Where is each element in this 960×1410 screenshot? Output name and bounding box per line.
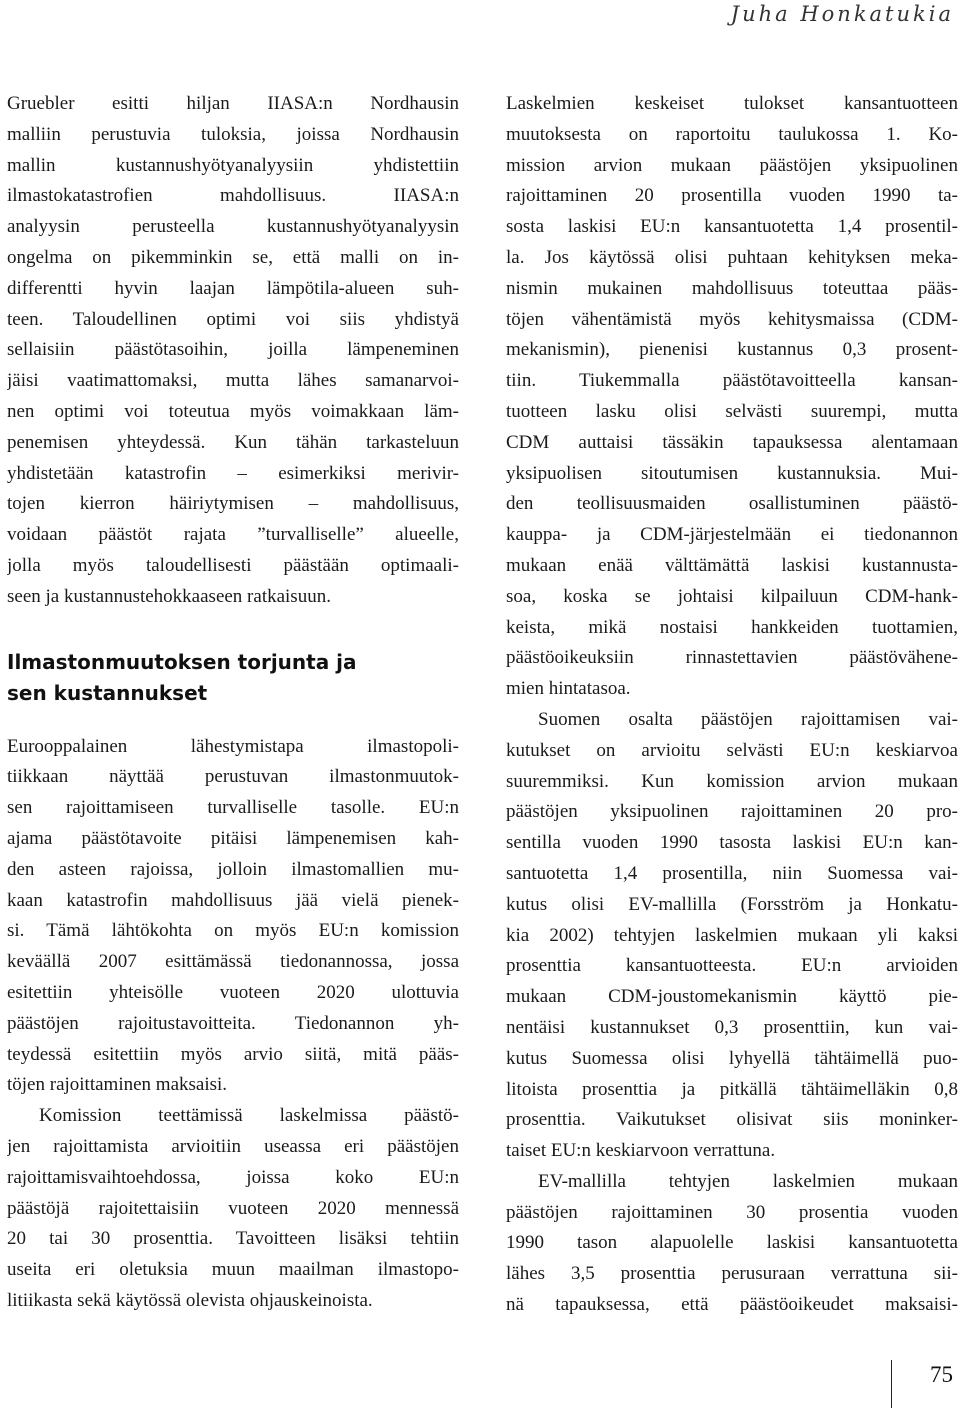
text-line: päästöjä rajoitettaisiin vuoteen 2020 mennessä — [7, 1197, 459, 1219]
text-line: Suomen osalta päästöjen rajoittamisen vai- — [538, 708, 958, 730]
paragraph — [7, 89, 459, 613]
text-line: töjen vähentämistä myös kehitysmaissa (CDM- — [506, 308, 958, 330]
text-line: analyysin perusteella kustannushyötyanalyysin — [7, 216, 459, 238]
text-line: töjen rajoittaminen maksaisi. — [7, 1074, 228, 1096]
text-line: sen rajoittamiseen turvalliselle tasolle. EU:n — [7, 797, 459, 819]
text-line: mukaan enää välttämättä laskisi kustannusta- — [506, 554, 958, 576]
text-line: sellaisiin päästötasoihin, joilla lämpeneminen — [7, 339, 459, 361]
text-line: den asteen rajoissa, jolloin ilmastomallien mu- — [7, 858, 459, 880]
text-line: useita eri oletuksia muun maailman ilmastopo- — [7, 1259, 459, 1281]
text-line: Laskelmien keskeiset tulokset kansantuotteen — [506, 93, 958, 114]
text-line: tiin. Tiukemmalla päästötavoitteella kansan- — [506, 370, 958, 392]
text-line: la. Jos käytössä olisi puhtaan kehityksen meka- — [506, 246, 958, 268]
text-line: CDM auttaisi tässäkin tapauksessa alentamaan — [506, 431, 958, 453]
text-line: prosenttia kansantuotteesta. EU:n arvioiden — [506, 955, 958, 977]
text-line: penemisen yhteydessä. Kun tähän tarkasteluun — [7, 431, 459, 453]
text-line: päästöjen yksipuolinen rajoittaminen 20 pro- — [506, 801, 958, 823]
heading-line: Ilmastonmuutoksen torjunta ja — [7, 649, 357, 674]
text-line: soa, koska se johtaisi kilpailuun CDM-hank- — [506, 585, 958, 607]
text-line: 1990 tason alapuolelle laskisi kansantuotetta — [506, 1232, 958, 1254]
text-line: ongelma on pikemminkin se, että malli on in- — [7, 246, 459, 268]
paragraph — [506, 89, 958, 705]
text-line: keista, mikä nostaisi hankkeiden tuottamien, — [506, 616, 958, 638]
text-line: kutus Suomessa olisi lyhyellä tähtäimellä puo- — [506, 1047, 958, 1069]
paragraph — [506, 705, 958, 1167]
text-line: tojen kierron häiriytymisen – mahdollisuus, — [7, 493, 459, 515]
text-line: litoista prosenttia ja pitkällä tähtäimelläkin 0,8 — [506, 1078, 958, 1100]
text-line: suuremmiksi. Kun komission arvion mukaan — [506, 770, 958, 792]
text-line: yksipuolisen sitoutumisen kustannuksia. Mui- — [506, 462, 958, 484]
text-line: Eurooppalainen lähestymistapa ilmastopoli- — [7, 735, 459, 757]
text-line: ilmastokatastrofien mahdollisuus. IIASA:n — [7, 185, 459, 207]
text-line: mien hintatasoa. — [506, 678, 631, 700]
text-line: esitettiin yhteisölle vuoteen 2020 ulottuvia — [7, 981, 459, 1003]
text-line: litiikasta sekä käytössä olevista ohjauskeinoista. — [7, 1289, 373, 1311]
text-line: si. Tämä lähtökohta on myös EU:n komission — [7, 920, 459, 942]
text-line: nismin mukainen mahdollisuus toteuttaa pääs- — [506, 277, 958, 299]
text-line: nä tapauksessa, että päästöoikeudet maksaisi- — [506, 1294, 958, 1316]
text-line: ajama päästötavoite pitäisi lämpenemisen kah- — [7, 827, 459, 849]
text-line: yhdistetään katastrofin – esimerkiksi merivir- — [7, 462, 459, 484]
text-line: sosta laskisi EU:n kansantuotetta 1,4 prosentil- — [506, 216, 958, 238]
text-line: kaan katastrofin mahdollisuus jää vielä pienek- — [7, 889, 459, 911]
page-number: 75 — [930, 1362, 953, 1387]
paragraph — [7, 1101, 459, 1317]
text-line: den teollisuusmaiden osallistuminen päästö- — [506, 493, 958, 515]
text-line: päästöjen rajoittaminen 30 prosentia vuoden — [506, 1201, 958, 1223]
left-column — [7, 89, 459, 1317]
text-line: teydessä esitettiin myös arvio siitä, mitä pääs- — [7, 1043, 459, 1065]
text-line: voidaan päästöt rajata ”turvalliselle” alueelle, — [7, 524, 459, 546]
text-line: Gruebler esitti hiljan IIASA:n Nordhausin — [7, 93, 459, 114]
text-line: taiset EU:n keskiarvoon verrattuna. — [506, 1140, 776, 1162]
text-line: EV-mallilla tehtyjen laskelmien mukaan — [538, 1170, 958, 1192]
text-line: keväällä 2007 esittämässä tiedonannossa, jossa — [7, 951, 459, 973]
text-line: jäisi vaatimattomaksi, mutta lähes samanarvoi- — [7, 370, 459, 392]
text-line: tuotteen lasku olisi selvästi suurempi, mutta — [506, 400, 958, 422]
page-number-rule — [891, 1360, 892, 1408]
text-line: rajoittamisvaihtoehdossa, joissa koko EU:n — [7, 1166, 459, 1188]
text-line: päästöoikeuksiin rinnastettavien päästövähene- — [506, 647, 958, 669]
text-line: mekanismin), pienenisi kustannus 0,3 prosent- — [506, 339, 958, 361]
text-line: sentilla vuoden 1990 tasosta laskisi EU:n kan- — [506, 832, 958, 854]
text-line: 20 tai 30 prosenttia. Tavoitteen lisäksi tehtiin — [7, 1228, 459, 1250]
text-line: nen optimi voi toteutua myös voimakkaan läm- — [7, 400, 459, 422]
text-line: teen. Taloudellinen optimi voi siis yhdistyä — [7, 308, 459, 330]
text-line: kauppa- ja CDM-järjestelmään ei tiedonannon — [506, 524, 958, 546]
text-line: kutus olisi EV-mallilla (Forsström ja Honkatu- — [506, 893, 958, 915]
text-line: Komission teettämissä laskelmissa päästö- — [39, 1105, 459, 1127]
text-line: rajoittaminen 20 prosentilla vuoden 1990 ta- — [506, 185, 958, 207]
text-line: differentti hyvin laajan lämpötila-alueen suh- — [7, 277, 459, 299]
text-line: santuotetta 1,4 prosentilla, niin Suomessa vai- — [506, 862, 958, 884]
text-line: jen rajoittamista arvioitiin useassa eri päästöjen — [7, 1135, 459, 1157]
text-line: nentäisi kustannukset 0,3 prosenttiin, kun vai- — [506, 1016, 958, 1038]
text-line: mission arvion mukaan päästöjen yksipuolinen — [506, 154, 958, 176]
text-line: mukaan CDM-joustomekanismin käyttö pie- — [506, 986, 958, 1008]
text-line: kutukset on arvioitu selvästi EU:n keskiarvoa — [506, 739, 958, 761]
text-line: malliin perustuvia tuloksia, joissa Nordhausin — [7, 123, 459, 145]
right-column — [506, 89, 958, 1321]
text-line: kia 2002) tehtyjen laskelmien mukaan yli kaksi — [506, 924, 958, 946]
text-line: muutoksesta on raportoitu taulukossa 1. Ko- — [506, 123, 958, 145]
text-line: seen ja kustannustehokkaaseen ratkaisuun. — [7, 585, 331, 607]
running-head: Juha Honkatukia — [730, 2, 954, 26]
heading-line: sen kustannukset — [7, 680, 208, 705]
text-line: mallin kustannushyötyanalyysiin yhdistettiin — [7, 154, 459, 176]
text-line: päästöjen rajoitustavoitteita. Tiedonannon yh- — [7, 1012, 459, 1034]
text-line: jolla myös taloudellisesti päästään optimaali- — [7, 554, 459, 576]
text-line: tiikkaan näyttää perustuvan ilmastonmuutok- — [7, 766, 459, 788]
text-line: lähes 3,5 prosenttia perusuraan verrattuna sii- — [506, 1263, 958, 1285]
paragraph — [7, 732, 459, 1102]
section-heading — [7, 647, 459, 709]
text-line: prosenttia. Vaikutukset olisivat siis moninker- — [506, 1109, 958, 1131]
paragraph — [506, 1167, 958, 1321]
